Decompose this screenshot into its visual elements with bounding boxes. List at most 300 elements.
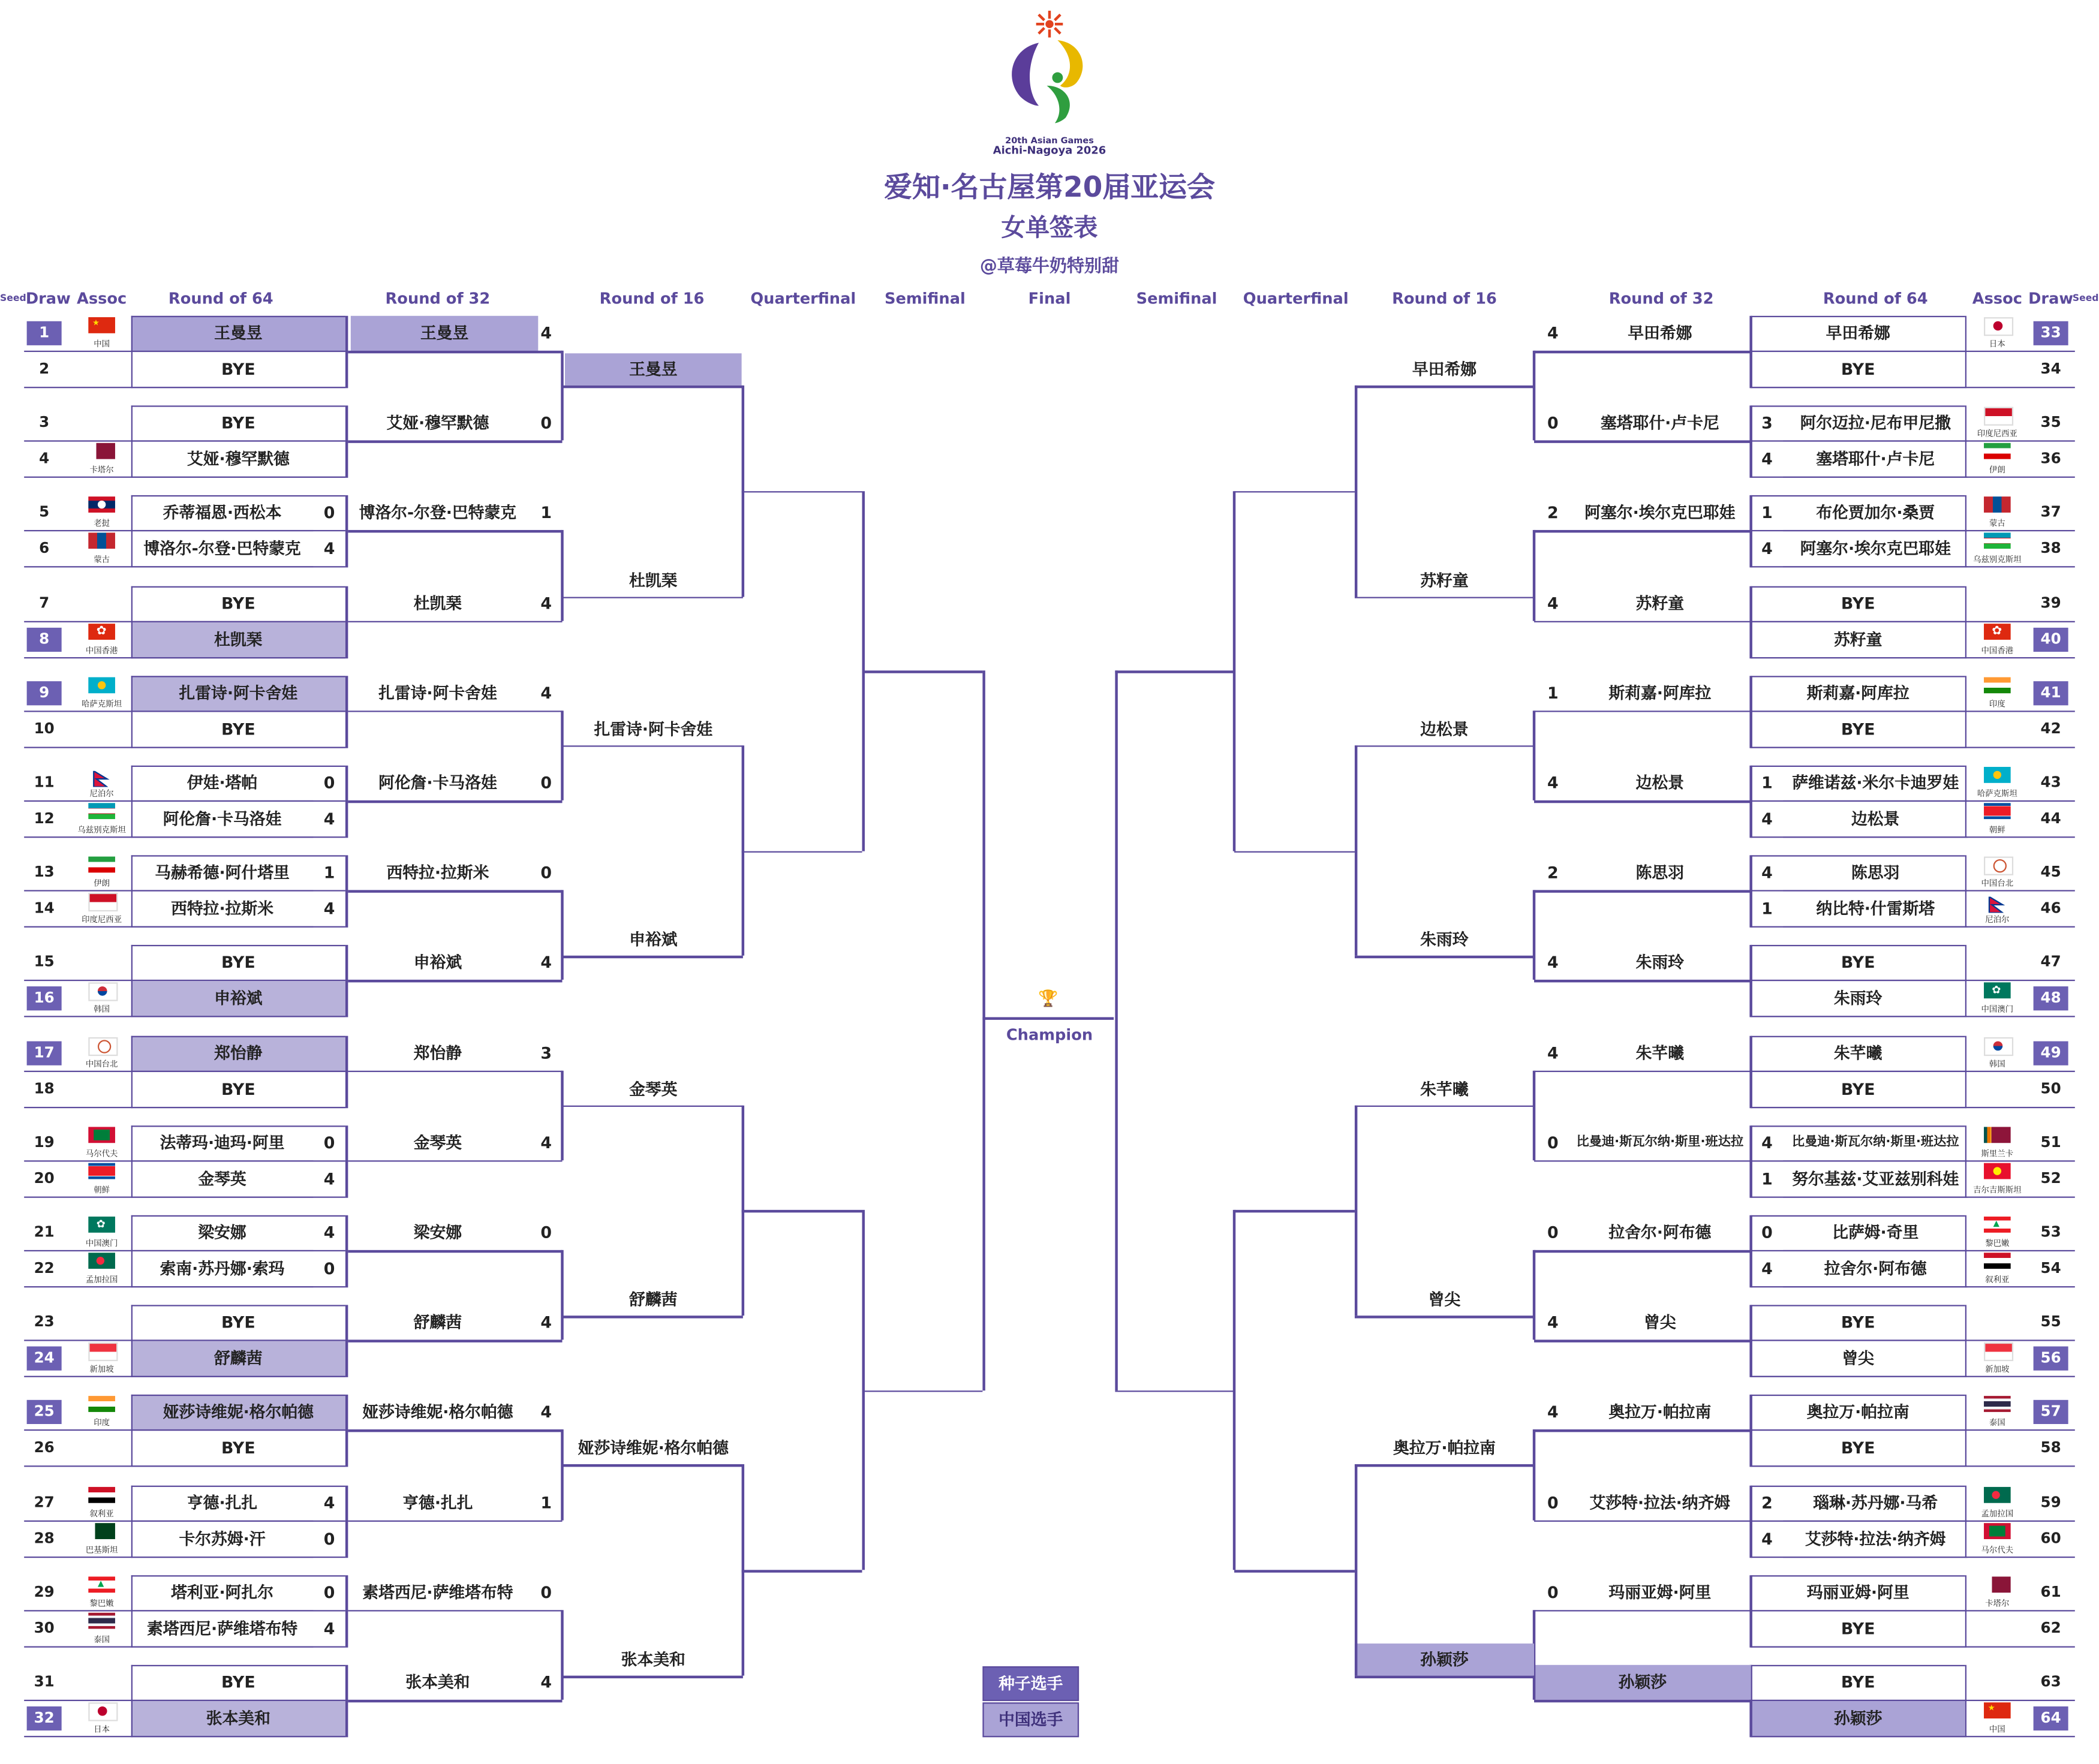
- r32-line: [1534, 531, 1751, 532]
- pair-left-border: [131, 406, 133, 478]
- match-score: 4: [323, 899, 335, 919]
- row-line: [24, 1106, 345, 1107]
- match-score: 0: [323, 773, 335, 793]
- in-flag-icon: [88, 1396, 115, 1413]
- country-label: 蒙古: [94, 556, 110, 565]
- right-r32-1-player: 早田希娜: [1628, 324, 1692, 343]
- draw-number: 63: [2040, 1673, 2061, 1691]
- r16-line: [1355, 1105, 1534, 1107]
- right-r16-1-player: 早田希娜: [1412, 360, 1477, 379]
- bd-flag-icon: [1984, 1486, 2011, 1503]
- r32-line: [348, 1070, 562, 1072]
- match-score: 4: [1547, 324, 1559, 343]
- left-r32-13-player: 娅莎诗维妮·格尔帕德: [362, 1403, 513, 1422]
- pair-right-border: [345, 1035, 347, 1108]
- match-score: 0: [323, 1259, 335, 1278]
- qa-flag-icon: [1984, 1576, 2011, 1593]
- right-r64-52-player: 努尔基兹·艾亚兹别科娃: [1783, 1161, 1968, 1197]
- pair-top-border: [131, 856, 345, 857]
- draw-number: 59: [2040, 1493, 2061, 1511]
- pair-left-border: [131, 1575, 133, 1648]
- r32-line: [1534, 1520, 1751, 1522]
- row-line: [24, 836, 345, 838]
- pair-right-border: [1965, 946, 1966, 1018]
- draw-number: 34: [2040, 360, 2061, 378]
- draw-number: 37: [2040, 504, 2061, 522]
- pair-left-border: [131, 856, 133, 928]
- right-r64-33-player: 早田希娜: [1751, 316, 1965, 352]
- country-label: 中国澳门: [85, 1239, 118, 1249]
- right-r64-45-player: 陈思羽: [1783, 856, 1968, 892]
- sg-flag-icon: [88, 1342, 118, 1361]
- draw-number: 15: [34, 953, 55, 971]
- draw-number: 51: [2040, 1133, 2061, 1151]
- pair-top-border: [131, 1125, 345, 1127]
- r32-line: [348, 1430, 562, 1432]
- match-score: 0: [1547, 1493, 1559, 1512]
- left-r64-4-player: 艾娅·穆罕默德: [131, 442, 345, 478]
- right-r16-5-player: 朱芊曦: [1420, 1079, 1469, 1098]
- r16-line: [1355, 956, 1534, 958]
- right-r64-48-player: 朱雨玲: [1751, 982, 1965, 1018]
- match-score: 0: [1547, 414, 1559, 433]
- match-score: 2: [1761, 1493, 1773, 1512]
- r32-line: [1534, 1160, 1751, 1162]
- pair-top-border: [131, 1575, 345, 1576]
- country-label: 中国台北: [85, 1059, 118, 1069]
- pair-right-border: [1965, 1305, 1966, 1378]
- kz-flag-icon: [1984, 767, 2011, 783]
- header-assoc-right: Assoc: [1972, 289, 2023, 308]
- draw-number: 3: [39, 414, 50, 432]
- country-label: 哈萨克斯坦: [82, 699, 122, 709]
- pair-top-border: [1751, 1395, 1965, 1396]
- pair-top-border: [131, 1305, 345, 1307]
- pair-right-border: [345, 1305, 347, 1378]
- right-r64-55-player: BYE: [1751, 1305, 1965, 1341]
- r16-line: [1355, 386, 1534, 387]
- qf-line: [742, 491, 862, 493]
- draw-number: 35: [2040, 414, 2061, 432]
- match-score: 4: [1547, 1043, 1559, 1062]
- pair-top-border: [131, 1665, 345, 1666]
- draw-number: 62: [2040, 1619, 2061, 1637]
- draw-number: 50: [2040, 1079, 2061, 1097]
- pair-top-border: [1751, 496, 1965, 497]
- country-label: 朝鲜: [94, 1185, 110, 1195]
- pair-top-border: [1751, 766, 1965, 767]
- match-score: 4: [540, 1403, 552, 1422]
- asian-games-logo-icon: [999, 8, 1100, 136]
- match-score: 0: [1761, 1223, 1773, 1242]
- r16-line: [1355, 597, 1534, 598]
- country-label: 印度: [94, 1419, 110, 1429]
- row-line: [1751, 1736, 2075, 1737]
- row-line: [24, 1016, 345, 1018]
- country-label: 马尔代夫: [1981, 1545, 2014, 1555]
- draw-number: 47: [2040, 953, 2061, 971]
- draw-number: 45: [2040, 863, 2061, 881]
- draw-number: 58: [2040, 1439, 2061, 1457]
- pair-right-border: [1965, 856, 1966, 928]
- right-r32-7-player: 陈思羽: [1635, 863, 1685, 883]
- id-flag-icon: [88, 893, 118, 911]
- match-score: 1: [1761, 504, 1773, 523]
- uz-flag-icon: [88, 803, 115, 819]
- country-label: 黎巴嫩: [1985, 1239, 2010, 1249]
- in-flag-icon: [1984, 677, 2011, 693]
- draw-number: 64: [2034, 1706, 2068, 1730]
- draw-number: 1: [27, 321, 62, 345]
- left-r32-7-player: 西特拉·拉斯米: [386, 863, 489, 883]
- sf-line: [1115, 1390, 1234, 1392]
- left-r64-31-player: BYE: [131, 1665, 345, 1701]
- match-score: 4: [1547, 1403, 1559, 1422]
- row-line: [24, 1736, 345, 1737]
- left-r64-20-player: 金琴英: [131, 1161, 314, 1197]
- left-r32-1-player: 王曼昱: [351, 316, 539, 351]
- row-line: [24, 746, 345, 748]
- country-label: 新加坡: [89, 1365, 114, 1375]
- left-r16-7-player: 娅莎诗维妮·格尔帕德: [578, 1439, 729, 1458]
- credit-text: @草莓牛奶特别甜: [979, 257, 1120, 278]
- right-r64-61-player: 玛丽亚姆·阿里: [1751, 1575, 1965, 1611]
- pair-top-border: [1751, 946, 1965, 947]
- left-r64-16-player: 申裕斌: [131, 982, 345, 1018]
- left-r64-21-player: 梁安娜: [131, 1215, 314, 1251]
- pair-right-border: [1965, 496, 1966, 568]
- right-r64-56-player: 曾尖: [1751, 1341, 1965, 1377]
- r32-connector: [561, 531, 563, 621]
- draw-number: 43: [2040, 773, 2061, 791]
- match-score: 4: [1547, 594, 1559, 613]
- draw-number: 21: [34, 1223, 55, 1241]
- mo-flag-icon: ✿: [88, 1217, 115, 1233]
- country-label: 黎巴嫩: [89, 1599, 114, 1609]
- r32-connector: [561, 1070, 563, 1160]
- right-r16-3-player: 边松景: [1420, 720, 1469, 739]
- draw-number: 18: [34, 1079, 55, 1097]
- country-label: 泰国: [1989, 1419, 2005, 1429]
- bd-flag-icon: [88, 1253, 115, 1269]
- left-r64-24-player: 舒麟茜: [131, 1341, 345, 1377]
- row-line: [1751, 1646, 2075, 1647]
- pair-top-border: [131, 406, 345, 407]
- country-label: 马尔代夫: [85, 1149, 118, 1159]
- draw-number: 39: [2040, 594, 2061, 612]
- pair-left-border: [131, 1215, 133, 1288]
- right-r32-3-player: 阿塞尔·埃尔克巴耶娃: [1584, 504, 1736, 523]
- left-r16-6-player: 舒麟茜: [629, 1290, 678, 1310]
- pair-top-border: [131, 766, 345, 767]
- row-line: [1751, 1016, 2075, 1018]
- header-r64-left: Round of 64: [168, 289, 273, 308]
- match-score: 0: [540, 863, 552, 883]
- left-r64-1-player: 王曼昱: [131, 316, 345, 352]
- draw-number: 5: [39, 504, 50, 522]
- left-r32-11-player: 梁安娜: [413, 1223, 462, 1242]
- match-score: 1: [540, 504, 552, 523]
- r16-line: [563, 956, 743, 958]
- right-r64-60-player: 艾莎特·拉法·纳齐姆: [1783, 1521, 1968, 1557]
- row-line: [1751, 1196, 2075, 1197]
- pair-left-border: [131, 1305, 133, 1378]
- r32-line: [348, 1700, 562, 1702]
- r16-line: [563, 386, 743, 387]
- header-draw-right: Draw: [2028, 289, 2074, 308]
- right-r32-10-player: 比曼迪·斯瓦尔纳·斯里·班达拉: [1576, 1134, 1744, 1149]
- page-title: 爱知·名古屋第20届亚运会: [884, 171, 1215, 204]
- row-line: [1751, 1556, 2075, 1557]
- pair-right-border: [1965, 1125, 1966, 1198]
- country-label: 韩国: [94, 1006, 110, 1015]
- mn-flag-icon: [1984, 497, 2011, 513]
- pair-left-border: [131, 676, 133, 748]
- match-score: 4: [323, 809, 335, 829]
- left-r32-9-player: 郑怡静: [413, 1043, 462, 1062]
- r32-line: [1534, 351, 1751, 353]
- hk-flag-icon: ✿: [1984, 623, 2011, 639]
- country-label: 斯里兰卡: [1981, 1149, 2014, 1159]
- np-flag-icon: [1984, 893, 2011, 909]
- lk-flag-icon: [1984, 1127, 2011, 1143]
- right-r16-4-player: 朱雨玲: [1420, 931, 1469, 950]
- country-label: 中国香港: [1981, 646, 2014, 655]
- country-label: 中国: [94, 339, 110, 350]
- row-line: [24, 657, 345, 658]
- tw-flag-icon: [88, 1037, 118, 1055]
- country-label: 巴基斯坦: [85, 1545, 118, 1555]
- sf-line: [862, 671, 983, 673]
- right-r64-34-player: BYE: [1751, 352, 1965, 388]
- mv-flag-icon: [88, 1127, 115, 1143]
- draw-number: 52: [2040, 1169, 2061, 1187]
- id-flag-icon: [1984, 407, 2013, 426]
- pair-top-border: [1751, 676, 1965, 677]
- right-r64-53-player: 比萨姆·奇里: [1783, 1215, 1968, 1251]
- match-score: 4: [1547, 773, 1559, 793]
- right-r64-37-player: 布伦贾加尔·桑贾: [1783, 496, 1968, 532]
- draw-number: 22: [34, 1259, 55, 1277]
- right-r32-13-player: 奥拉万·帕拉南: [1608, 1403, 1712, 1422]
- r32-line: [1534, 1700, 1751, 1702]
- pair-top-border: [1751, 1575, 1965, 1576]
- logo-text-line-1: 20th Asian Games: [1005, 135, 1094, 146]
- pair-right-border: [1965, 316, 1966, 389]
- left-r32-2-player: 艾娅·穆罕默德: [386, 414, 489, 433]
- draw-number: 33: [2034, 321, 2068, 345]
- pair-right-border: [345, 1665, 347, 1738]
- right-r32-15-player: 玛丽亚姆·阿里: [1608, 1583, 1712, 1602]
- pair-top-border: [131, 946, 345, 947]
- right-r32-11-player: 拉舍尔·阿布德: [1608, 1223, 1712, 1242]
- right-r32-4-player: 苏籽童: [1635, 594, 1685, 613]
- match-score: 0: [1547, 1133, 1559, 1152]
- left-r64-27-player: 亨德·扎扎: [131, 1485, 314, 1521]
- right-r64-57-player: 奥拉万·帕拉南: [1751, 1395, 1965, 1431]
- draw-number: 26: [34, 1439, 55, 1457]
- row-line: [24, 1646, 345, 1647]
- left-r64-30-player: 素塔西尼·萨维塔布特: [131, 1611, 314, 1647]
- r16-connector: [1355, 745, 1357, 956]
- pair-top-border: [1751, 406, 1965, 407]
- draw-number: 23: [34, 1313, 55, 1331]
- right-r64-41-player: 斯莉嘉·阿库拉: [1751, 676, 1965, 712]
- right-r64-49-player: 朱芊曦: [1751, 1035, 1965, 1071]
- r32-line: [1534, 1250, 1751, 1252]
- country-label: 卡塔尔: [1985, 1599, 2010, 1609]
- r32-line: [348, 441, 562, 442]
- draw-number: 12: [34, 809, 55, 827]
- country-label: 伊朗: [94, 879, 110, 889]
- pair-top-border: [1751, 1665, 1965, 1666]
- r32-connector: [561, 1610, 563, 1700]
- sf-line: [1115, 671, 1234, 673]
- pair-top-border: [131, 1395, 345, 1396]
- pair-right-border: [345, 856, 347, 928]
- country-label: 尼泊尔: [1985, 916, 2010, 925]
- right-r64-63-player: BYE: [1751, 1665, 1965, 1701]
- match-score: 3: [540, 1043, 552, 1062]
- draw-number: 24: [27, 1347, 62, 1371]
- country-label: 印度尼西亚: [82, 916, 122, 925]
- r32-line: [348, 1610, 562, 1612]
- r32-connector: [561, 890, 563, 980]
- draw-number: 53: [2040, 1223, 2061, 1241]
- draw-number: 16: [27, 987, 62, 1011]
- r32-line: [348, 711, 562, 712]
- right-r16-8-player: 孙颖莎: [1355, 1643, 1534, 1676]
- row-line: [1751, 746, 2075, 748]
- champion-label: Champion: [1006, 1025, 1093, 1044]
- right-r64-42-player: BYE: [1751, 712, 1965, 748]
- pair-right-border: [345, 316, 347, 389]
- pair-right-border: [1965, 586, 1966, 658]
- qf-line: [742, 1570, 862, 1572]
- qf-line: [1234, 1570, 1355, 1572]
- pair-left-border: [131, 496, 133, 568]
- left-r64-25-player: 娅莎诗维妮·格尔帕德: [131, 1395, 345, 1431]
- pair-top-border: [131, 316, 345, 317]
- match-score: 4: [1761, 1133, 1773, 1152]
- qf-line: [1234, 851, 1355, 853]
- right-r64-54-player: 拉舍尔·阿布德: [1783, 1251, 1968, 1287]
- country-label: 印度: [1989, 699, 2005, 709]
- draw-number: 54: [2040, 1259, 2061, 1277]
- header-r32-right: Round of 32: [1608, 289, 1714, 308]
- left-r64-17-player: 郑怡静: [131, 1035, 345, 1071]
- draw-number: 19: [34, 1133, 55, 1151]
- draw-number: 6: [39, 540, 50, 558]
- kp-flag-icon: [88, 1163, 115, 1179]
- match-score: 4: [1547, 953, 1559, 973]
- right-r64-51-player: 比曼迪·斯瓦尔纳·斯里·班达拉: [1783, 1125, 1968, 1161]
- match-score: 4: [1761, 809, 1773, 829]
- kp-flag-icon: [1984, 803, 2011, 819]
- country-label: 老挝: [94, 519, 110, 529]
- draw-number: 17: [27, 1041, 62, 1065]
- match-score: 0: [1547, 1223, 1559, 1242]
- sf-line: [862, 1390, 983, 1392]
- mo-flag-icon: ✿: [1984, 983, 2011, 999]
- left-r32-5-player: 扎雷诗·阿卡舍娃: [378, 684, 497, 703]
- pair-top-border: [131, 1215, 345, 1217]
- match-score: 4: [540, 684, 552, 703]
- country-label: 尼泊尔: [89, 789, 114, 799]
- match-score: 0: [1547, 1583, 1559, 1602]
- match-score: 4: [323, 1223, 335, 1242]
- row-line: [1751, 836, 2075, 838]
- r16-connector: [1355, 1465, 1357, 1676]
- draw-number: 30: [34, 1619, 55, 1637]
- pair-top-border: [1751, 1125, 1965, 1127]
- draw-number: 41: [2034, 681, 2068, 705]
- left-r64-9-player: 扎雷诗·阿卡舍娃: [131, 676, 345, 712]
- match-score: 0: [540, 414, 552, 433]
- pair-top-border: [1751, 316, 1965, 317]
- row-line: [1751, 926, 2075, 928]
- sy-flag-icon: [88, 1486, 115, 1503]
- country-label: 中国: [1989, 1725, 2005, 1735]
- draw-number: 4: [39, 450, 50, 468]
- cn-flag-icon: ★: [1984, 1702, 2011, 1718]
- header-sf-left: Semifinal: [884, 289, 966, 308]
- row-line: [1751, 1376, 2075, 1377]
- draw-number: 40: [2034, 627, 2068, 651]
- draw-number: 14: [34, 899, 55, 917]
- country-label: 孟加拉国: [85, 1275, 118, 1285]
- draw-number: 61: [2040, 1583, 2061, 1601]
- lb-flag-icon: ▲: [1984, 1217, 2011, 1233]
- match-score: 1: [540, 1493, 552, 1512]
- draw-number: 9: [27, 681, 62, 705]
- sy-flag-icon: [1984, 1253, 2011, 1269]
- right-r64-58-player: BYE: [1751, 1431, 1965, 1467]
- pair-right-border: [345, 1485, 347, 1558]
- left-r64-28-player: 卡尔苏姆·汗: [131, 1521, 314, 1557]
- jp-flag-icon: [88, 1702, 118, 1721]
- match-score: 4: [540, 594, 552, 613]
- left-r64-6-player: 博洛尔-尔登·巴特蒙克: [131, 532, 314, 568]
- left-r32-16-player: 张本美和: [405, 1673, 470, 1692]
- row-line: [24, 1196, 345, 1197]
- header-r64-right: Round of 64: [1823, 289, 1928, 308]
- right-r16-2-player: 苏籽童: [1420, 571, 1469, 590]
- ir-flag-icon: [1984, 443, 2011, 459]
- draw-number: 11: [34, 773, 55, 791]
- right-r32-6-player: 边松景: [1635, 773, 1685, 793]
- r32-line: [1534, 1610, 1751, 1612]
- ir-flag-icon: [88, 857, 115, 873]
- la-flag-icon: [88, 497, 115, 513]
- pair-right-border: [1965, 1485, 1966, 1558]
- left-r64-14-player: 西特拉·拉斯米: [131, 892, 314, 928]
- match-score: 1: [1761, 1169, 1773, 1188]
- match-score: 4: [540, 1133, 552, 1152]
- row-line: [24, 1556, 345, 1557]
- match-score: 4: [1761, 1259, 1773, 1278]
- left-r64-19-player: 法蒂玛·迪玛·阿里: [131, 1125, 314, 1161]
- match-score: 4: [540, 324, 552, 343]
- right-r64-59-player: 瑙琳·苏丹娜·马希: [1783, 1485, 1968, 1521]
- right-r32-14-player: 艾莎特·拉法·纳齐姆: [1589, 1493, 1731, 1512]
- match-score: 4: [323, 1493, 335, 1512]
- pair-right-border: [1965, 676, 1966, 748]
- r16-line: [563, 1105, 743, 1107]
- draw-number: 55: [2040, 1313, 2061, 1331]
- right-r64-64-player: 孙颖莎: [1751, 1701, 1965, 1737]
- country-label: 叙利亚: [1985, 1275, 2010, 1285]
